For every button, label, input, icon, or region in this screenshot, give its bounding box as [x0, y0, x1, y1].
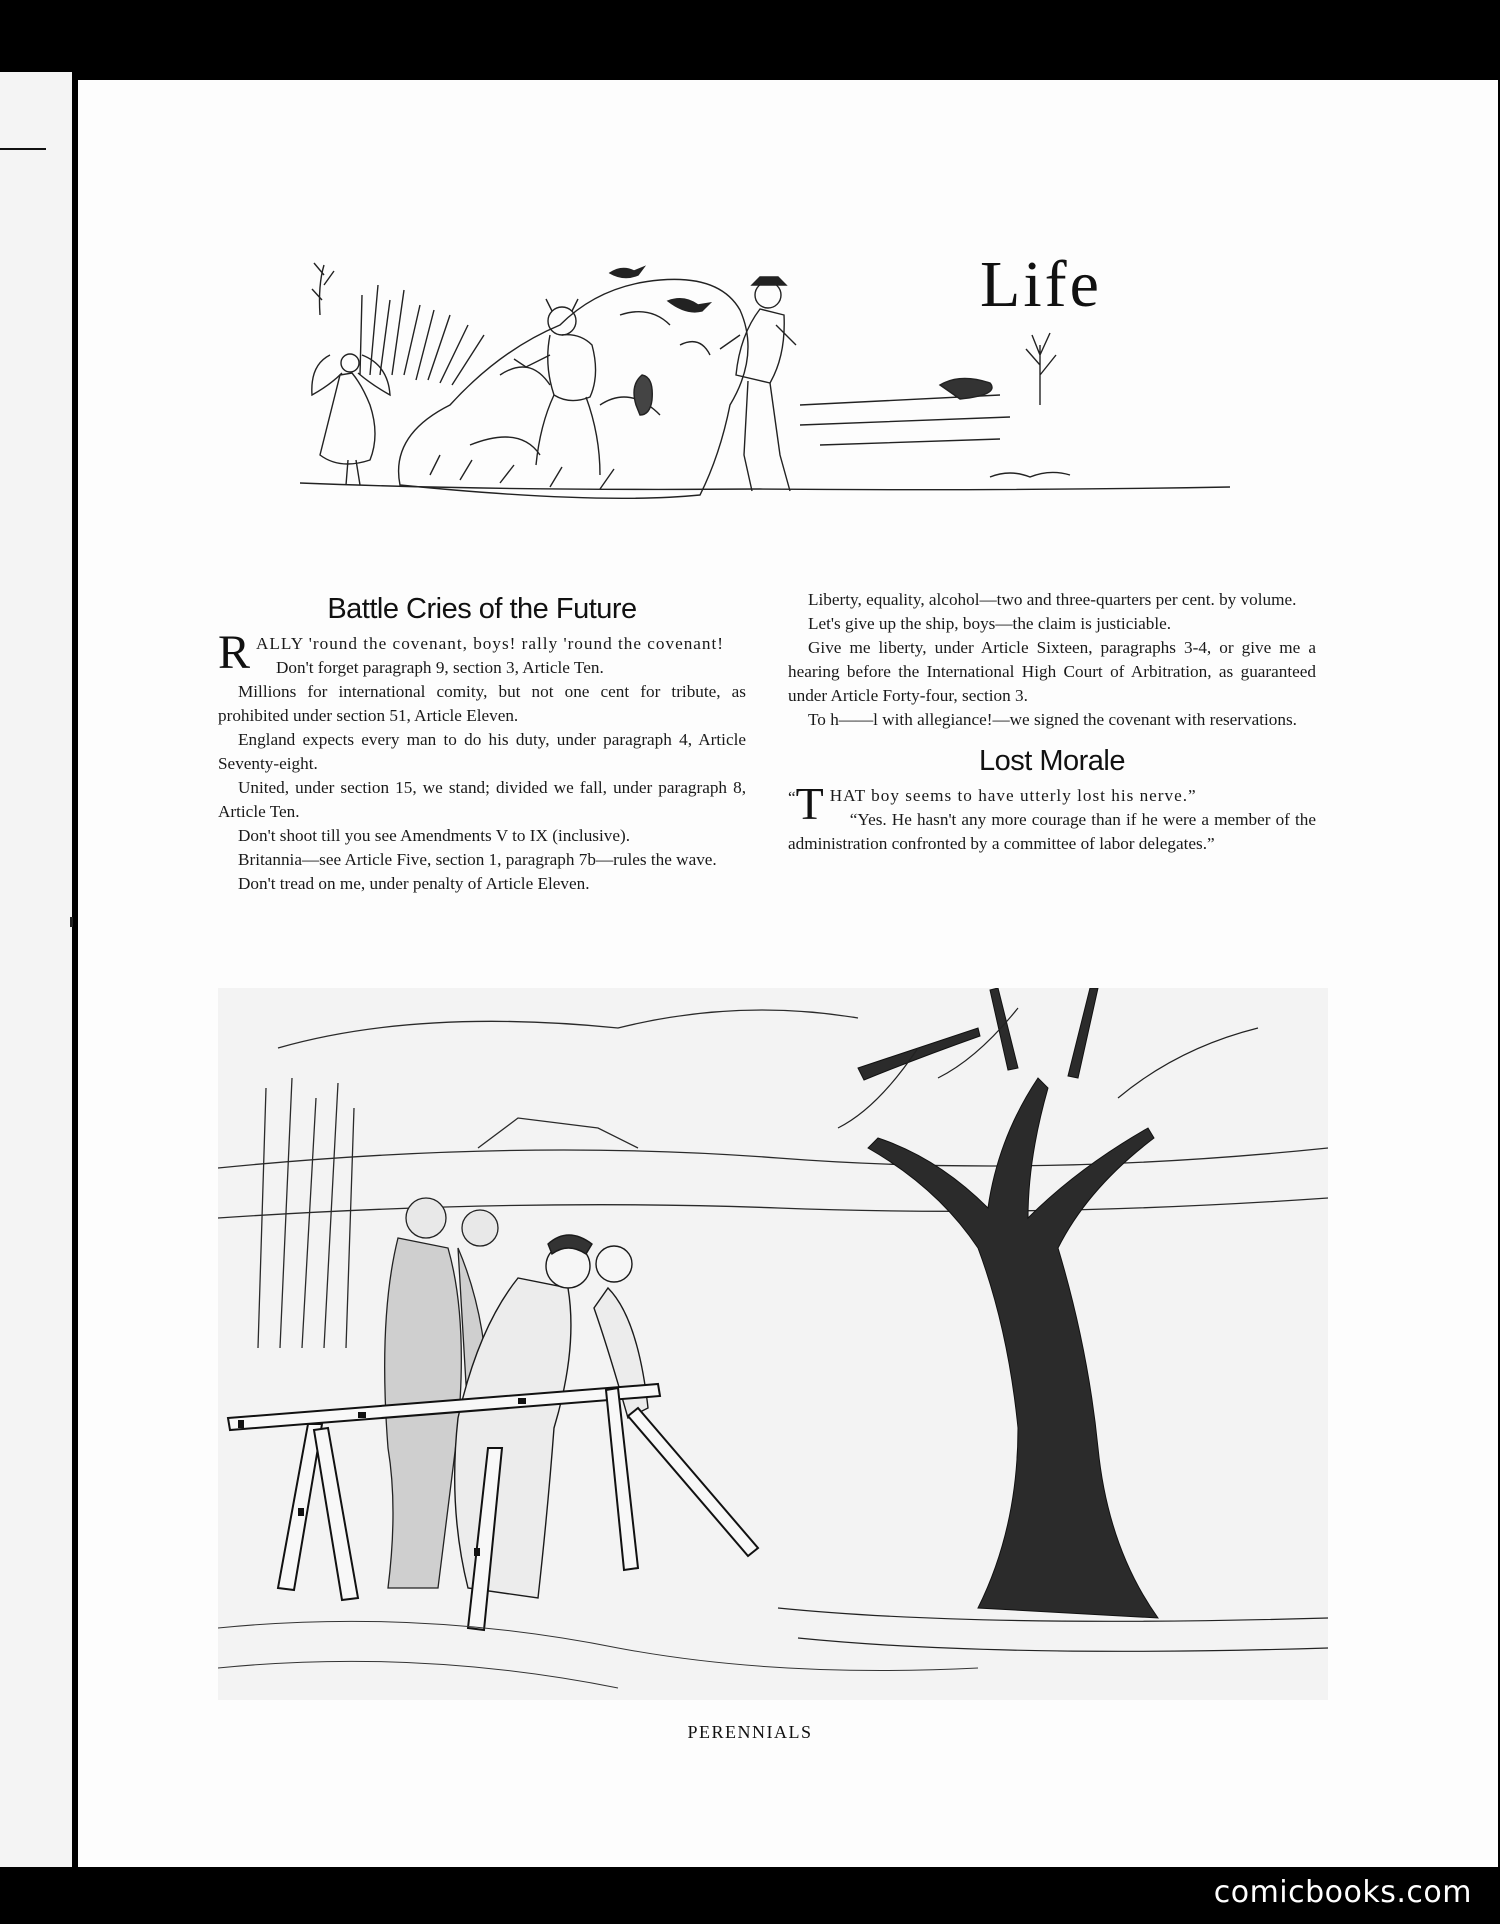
article-paragraph: Don't forget paragraph 9, section 3, Article Ten.	[276, 658, 604, 677]
article-paragraph: England expects every man to do his duty, under paragraph 4, Article Seventy-eight.	[218, 730, 746, 773]
article-paragraph: “Yes. He hasn't any more courage than if he were a member of the administration confronted by a committee of labor delegates.”	[788, 810, 1316, 853]
article-title: Battle Cries of the Future	[327, 593, 637, 625]
article-paragraph: Britannia—see Article Five, section 1, paragraph 7b—rules the wave.	[238, 850, 717, 869]
open-quote: “	[788, 788, 796, 807]
left-page-mark	[70, 917, 73, 927]
article-paragraph: Let's give up the ship, boys—the claim is justiciable.	[808, 614, 1172, 633]
article-paragraph: Liberty, equality, alcohol—two and three-quarters per cent. by volume.	[808, 590, 1297, 609]
drop-cap: T	[795, 778, 824, 829]
drop-cap: R	[218, 626, 251, 679]
lead-text: ALLY 'round the covenant, boys! rally 'round the covenant!	[256, 634, 725, 653]
left-page-rule	[0, 148, 46, 150]
article-paragraph: United, under section 15, we stand; divided we fall, under paragraph 8, Article Ten.	[218, 778, 746, 821]
article-paragraph: Don't tread on me, under penalty of Article Eleven.	[238, 874, 590, 893]
illustration-caption: PERENNIALS	[687, 1722, 813, 1742]
site-watermark: comicbooks.com	[1213, 1875, 1472, 1910]
left-page-edge	[0, 72, 72, 1867]
article-paragraph: To h——l with allegiance!—we signed the covenant with reservations.	[808, 710, 1297, 729]
main-illustration	[218, 988, 1328, 1700]
article-paragraph: Give me liberty, under Article Sixteen, paragraphs 3-4, or give me a hearing before the International High Court of Arbitration, as guaranteed under Article Forty-four, section 3.	[788, 638, 1316, 705]
article-lead-paragraph	[788, 778, 1316, 829]
lead-text: HAT boy seems to have utterly lost his nerve.”	[829, 786, 1197, 805]
masthead-title: Life	[980, 248, 1102, 321]
article-column-right	[788, 588, 1316, 856]
article-paragraph: Don't shoot till you see Amendments V to IX (inclusive).	[238, 826, 631, 845]
article-paragraph: Millions for international comity, but not one cent for tribute, as prohibited under section 51, Article Eleven.	[218, 682, 746, 725]
article-column-left	[218, 588, 746, 896]
article-title: Lost Morale	[978, 745, 1125, 777]
